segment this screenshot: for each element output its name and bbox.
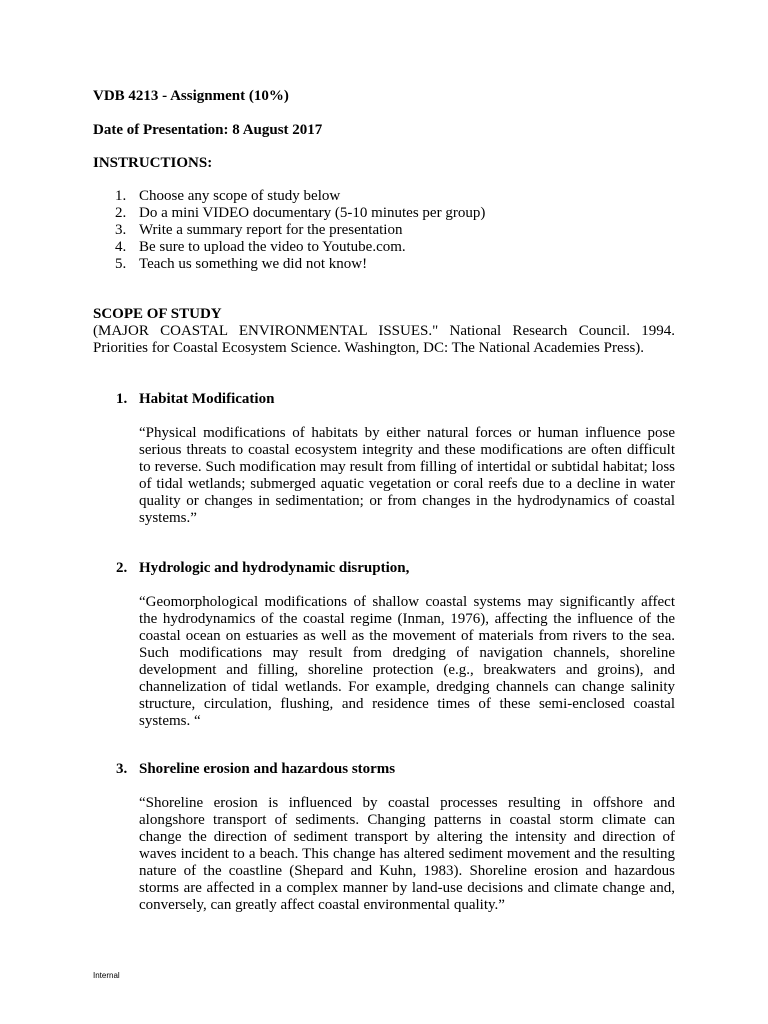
- presentation-date: Date of Presentation: 8 August 2017: [93, 122, 323, 138]
- instruction-item: [93, 205, 693, 222]
- instruction-text: Do a mini VIDEO documentary (5-10 minutes per group): [139, 205, 486, 221]
- section-heading: [93, 560, 675, 577]
- section-habitat-modification: [93, 391, 675, 527]
- section-quote: “Shoreline erosion is influenced by coastal processes resulting in offshore and alongshore transport of sediments. Changing patterns in coastal storm climate can change the direction of sediment transport by altering the intensity and direction of waves incident to a beach. This change has altered sediment movement and the resulting nature of the coastline (Shepard and Kuhn, 1983). Shoreline erosion and hazardous storms are affected in a complex manner by land-use decisions and climate change and, conversely, can greatly affect coastal environmental quality.”: [139, 795, 675, 913]
- section-quote: “Physical modifications of habitats by either natural forces or human influence pose serious threats to coastal ecosystem integrity and these modifications are often difficult to reverse. Such modification may result from filling of intertidal or subtidal habitat; loss of tidal wetlands; submerged aquatic vegetation or coral reefs due to a decline in water quality or changes in sedimentation; or from changes in the hydrodynamics of coastal systems.”: [139, 425, 675, 526]
- section-quote: “Geomorphological modifications of shallow coastal systems may significantly affect the hydrodynamics of the coastal regime (Inman, 1976), affecting the influence of the coastal ocean on estuaries as well as the movement of materials from rivers to the sea. Such modifications may result from dredging of navigation channels, shoreline development and filling, shoreline protection (e.g., breakwaters and groins), and channelization of tidal wetlands. For example, dredging channels can change salinity structure, circulation, flushing, and residence times of these semi-enclosed coastal systems. “: [139, 594, 675, 729]
- section-title: Habitat Modification: [139, 391, 275, 407]
- instructions-list: [93, 188, 693, 273]
- instruction-item: [93, 256, 693, 273]
- instruction-number: 3.: [115, 222, 127, 238]
- section-heading: [93, 391, 675, 408]
- instruction-text: Teach us something we did not know!: [139, 256, 368, 272]
- instruction-number: 2.: [115, 205, 127, 221]
- instruction-number: 4.: [115, 239, 127, 255]
- section-number: 2.: [116, 560, 128, 576]
- section-number: 3.: [116, 761, 128, 777]
- instruction-text: Write a summary report for the presentation: [139, 222, 403, 238]
- instruction-number: 1.: [115, 188, 127, 204]
- instruction-item: [93, 239, 693, 256]
- instruction-text: Choose any scope of study below: [139, 188, 341, 204]
- scope-citation: (MAJOR COASTAL ENVIRONMENTAL ISSUES." National Research Council. 1994. Priorities for Coastal Ecosystem Science. Washington, DC: The National Academies Press).: [93, 323, 675, 356]
- instruction-number: 5.: [115, 256, 127, 272]
- footer-classification-label: Internal: [93, 971, 120, 980]
- section-title: Hydrologic and hydrodynamic disruption,: [139, 560, 410, 576]
- section-shoreline-erosion: [93, 761, 675, 914]
- section-number: 1.: [116, 391, 128, 407]
- instruction-item: [93, 222, 693, 239]
- instructions-heading: INSTRUCTIONS:: [93, 155, 213, 171]
- scope-heading: SCOPE OF STUDY: [93, 306, 222, 322]
- section-heading: [93, 761, 675, 778]
- section-title: Shoreline erosion and hazardous storms: [139, 761, 396, 777]
- assignment-title: VDB 4213 - Assignment (10%): [93, 88, 289, 104]
- instruction-text: Be sure to upload the video to Youtube.com.: [139, 239, 406, 255]
- section-hydrologic-disruption: [93, 560, 675, 730]
- instruction-item: [93, 188, 693, 205]
